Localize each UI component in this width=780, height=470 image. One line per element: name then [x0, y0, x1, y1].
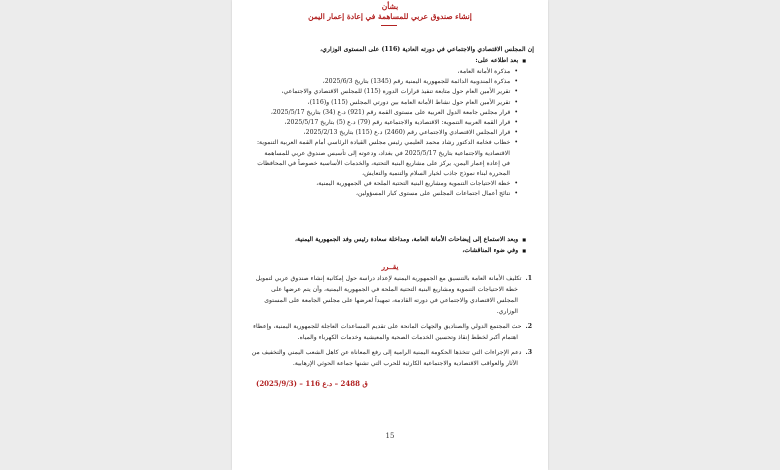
decides-heading: يقــرر [381, 262, 399, 271]
intro-text: إن المجلس الاقتصادي والاجتماعي في دورته العادية (116) على المستوى الوزاري، [320, 46, 534, 53]
review-item: • خطة الاحتياجات التنموية ومشاريع البنية التحتية الملحة في الجمهورية اليمنية، [246, 179, 518, 188]
review-item: الاقتصادية والاجتماعية بتاريخ 2025/5/17 في بغداد، ودعوته إلى تأسيس صندوق عربي للمساهمة [264, 149, 510, 157]
after-hearing-text: ■ وبعد الاستماع إلى إيضاحات الأمانة العامة، ومداخلة سعادة رئيس وفد الجمهورية اليمنية، [246, 235, 526, 244]
decision-line: خطة الاحتياجات التنموية ومشاريع البنية التحتية الملحة في الجمهورية اليمنية، وأن يتم عرضها على [271, 286, 518, 293]
title-divider [381, 25, 397, 26]
review-item: • نتائج أعمال اجتماعات المجلس على مستوى كبار المسؤولين، [246, 189, 518, 198]
review-item: • قرار القمة العربية التنموية: الاقتصادية والاجتماعية رقم (79) د.ع (5) بتاريخ 2025/5/17، [246, 118, 518, 127]
decision-line: 1.تكليف الأمانة العامة بالتنسيق مع الجمهورية اليمنية لإعداد دراسة حول إمكانية إنشاء صندوق عربي لتمويل [255, 275, 532, 282]
review-item: • خطاب فخامة الدكتور رشاد محمد العليمي رئيس مجلس القيادة الرئاسي أمام القمة العربية التنموية: [246, 138, 518, 147]
decision-number: 2. [525, 323, 532, 330]
review-item: في إعادة إعمار اليمن، يركز على مشاريع البنية التحتية، والخدمات الأساسية خصوصاً في المحافظات [257, 159, 510, 167]
header-line-1: بشأن [381, 2, 399, 11]
decision-line: الوزاري. [496, 308, 518, 315]
review-item: المحررة لبناء نموذج جاذب لخيار السلام والتنمية والتعايش، [362, 170, 510, 177]
decision-line: المجلس الاقتصادي والاجتماعي في دورته القادمة، تمهيداً لعرضها على مجلس الجامعة على المستوى [264, 297, 518, 304]
decision-line: الآثار والعواقب الاقتصادية والاجتماعية الكارثية للحرب التي تشنها جماعة الحوثي الإرهابية. [292, 360, 518, 367]
review-item: • تقرير الأمين العام حول متابعة تنفيذ قرارات الدورة (115) للمجلس الاقتصادي والاجتماعي، [246, 87, 518, 96]
decision-line: 2.حث المجتمع الدولي والصناديق والجهات المانحة على تقديم المساعدات العاجلة للجمهورية اليمنية، وإعطاء [253, 323, 532, 330]
review-item: • قرار مجلس جامعة الدول العربية على مستوى القمة رقم (921) د.ع (34) بتاريخ 2025/5/17، [246, 108, 518, 117]
review-item: • تقرير الأمين العام حول نشاط الأمانة العامة بين دورتي المجلس (115) و(116)، [246, 98, 518, 107]
document-title: إنشاء صندوق عربي للمساهمة في إعادة إعمار اليمن [308, 12, 472, 21]
review-item: • مذكرة المندوبية الدائمة للجمهورية اليمنية رقم (1345) بتاريخ 2025/6/3، [246, 77, 518, 86]
resolution-reference: ق 2488 – د.ع 116 – (2025/9/3) [256, 379, 368, 388]
decision-line: اهتمام أكبر لخطط إنقاذ وتحسين الخدمات الصحية والمعيشية وخدمات الكهرباء والمياه. [297, 334, 518, 341]
after-review-heading: ■ بعد اطلاعه على: [246, 56, 526, 65]
discussions-text: ■ وفي ضوء المناقشات، [246, 246, 526, 255]
review-item: • مذكرة الأمانة العامة، [246, 67, 518, 76]
review-item: • قرار المجلس الاقتصادي والاجتماعي رقم (2460) د.ع (115) بتاريخ 2025/2/13، [246, 128, 518, 137]
decision-number: 1. [525, 275, 532, 282]
document-page [232, 0, 548, 470]
decision-line: 3.دعم الإجراءات التي تتخذها الحكومة اليمنية الرامية إلى رفع المعاناة عن كاهل الشعب اليمني والتخفيف من [251, 349, 532, 356]
page-number: 15 [385, 432, 395, 440]
decision-number: 3. [525, 349, 532, 356]
